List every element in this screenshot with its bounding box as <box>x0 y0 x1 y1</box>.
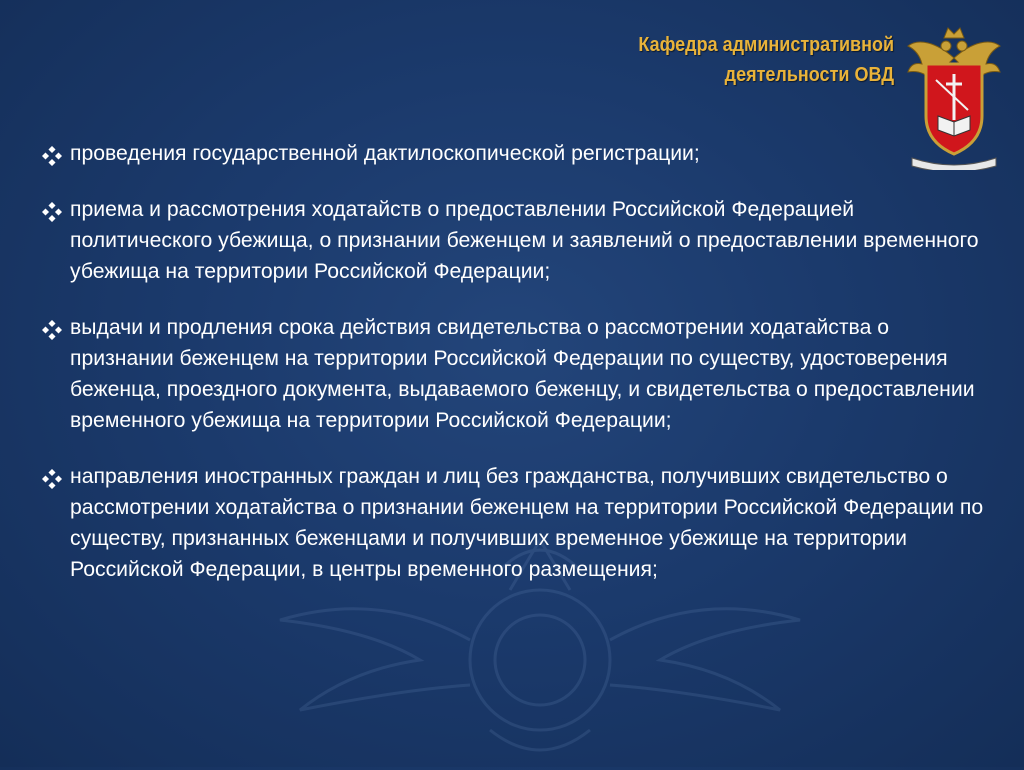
list-item <box>38 194 988 287</box>
list-item-text: выдачи и продления срока действия свидетельства о рассмотрении ходатайства о признании беженцем на территории Российской Федерации по существу, удостоверения беженца, проездного документа, выдаваемого беженцу, и свидетельства о предоставлении временного убежища на территории Российской Федерации; <box>70 316 975 432</box>
list-item-text: направления иностранных граждан и лиц без гражданства, получивших свидетельство о рассмотрении ходатайства о признании беженцем на территории Российской Федерации по существу, признанных беженцами и получивших временное убежище на территории Российской Федерации, в центры временного размещения; <box>70 465 984 581</box>
header-line-2: деятельности ОВД <box>724 64 894 86</box>
diamond-bullet-icon <box>42 146 62 166</box>
list-item <box>38 461 988 585</box>
list-item <box>38 138 988 169</box>
list-item-text: проведения государственной дактилоскопической регистрации; <box>70 142 700 165</box>
diamond-bullet-icon <box>42 469 62 489</box>
department-header <box>610 30 894 90</box>
list-item <box>38 312 988 436</box>
list-item-text: приема и рассмотрения ходатайств о предоставлении Российской Федерацией политического убежища, о признании беженцем и заявлений о предоставлении временного убежища на территории Российской Федерации; <box>70 198 979 283</box>
bullet-list <box>38 138 988 610</box>
diamond-bullet-icon <box>42 320 62 340</box>
header-line-1: Кафедра административной <box>638 34 894 56</box>
diamond-bullet-icon <box>42 202 62 222</box>
